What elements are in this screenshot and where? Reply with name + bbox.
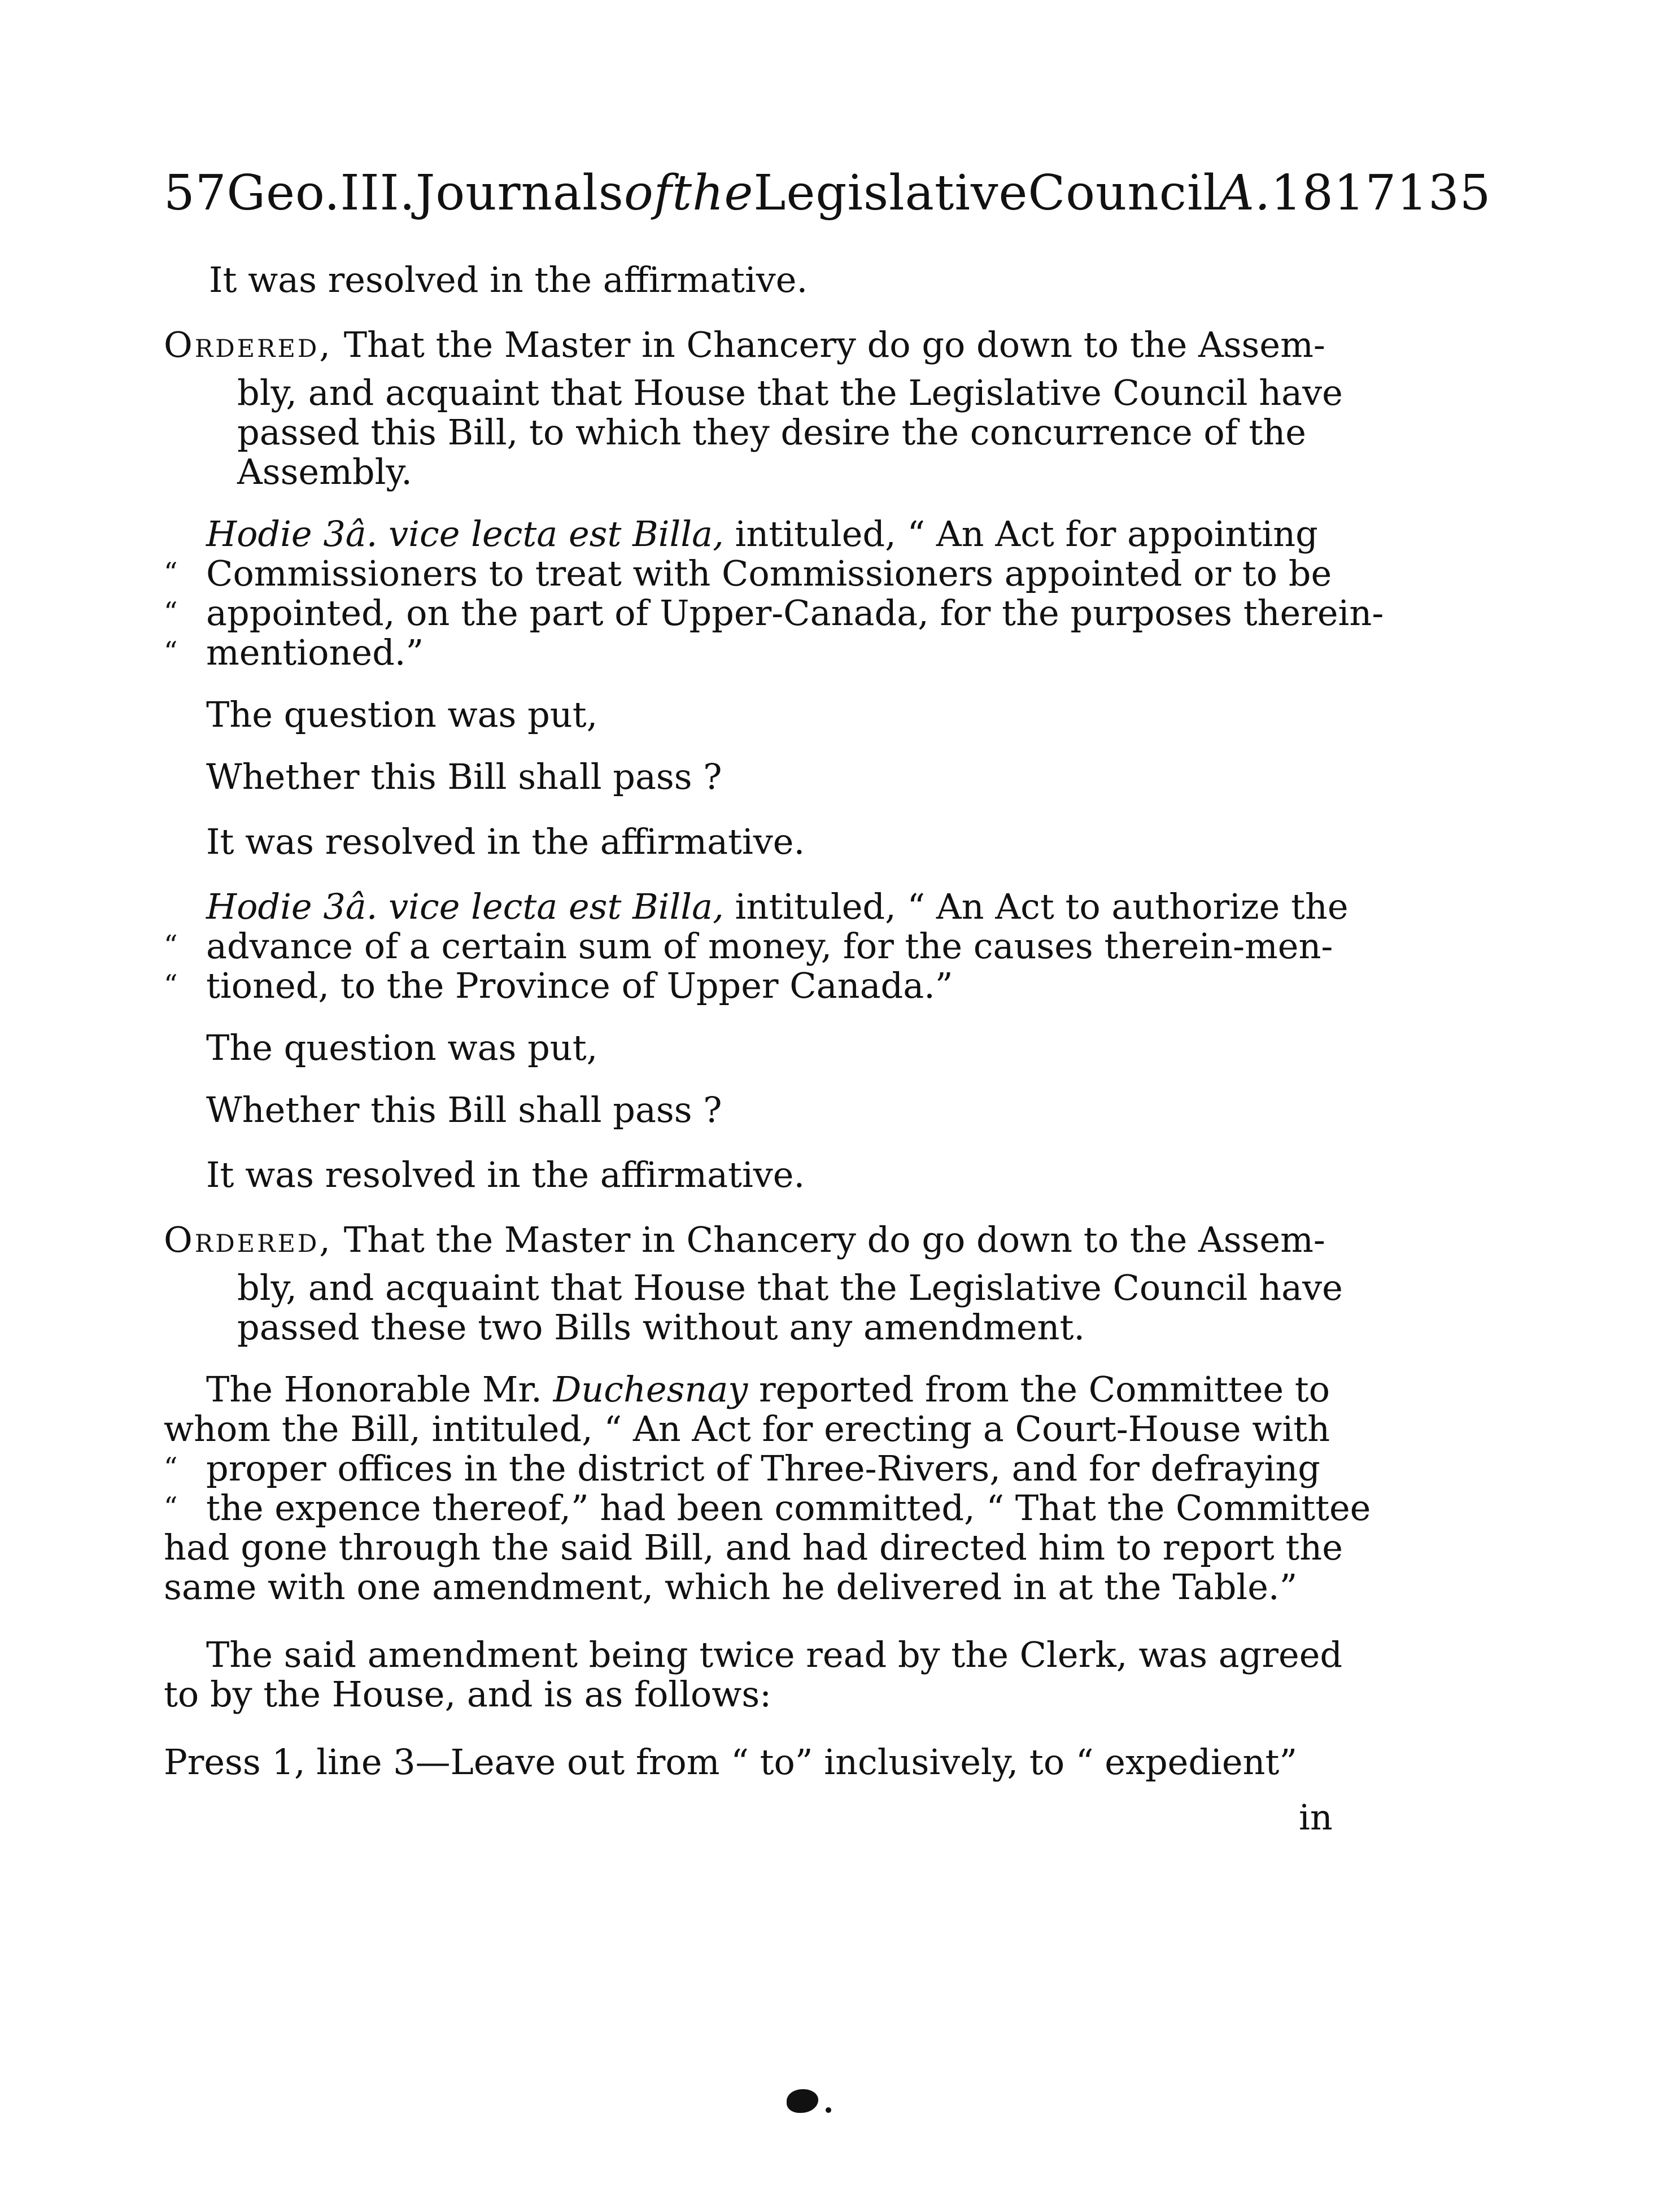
report-line-3: proper offices in the district of Three-Rivers, and for defraying — [206, 1448, 1320, 1489]
report-quote-4: “ — [164, 1491, 178, 1523]
ordered-2-line-3: passed these two Bills without any amendment. — [237, 1307, 1085, 1348]
hodie-1-line-2: Commissioners to treat with Commissioners appointed or to be — [206, 553, 1332, 594]
hodie-1-line-1 — [206, 513, 1318, 554]
report-line-4: the expence thereof,” had been committed, “ That the Committee — [206, 1487, 1371, 1528]
amendment-line-1: The said amendment being twice read by the Clerk, was agreed — [206, 1634, 1343, 1675]
ordered-1-lead: Ordered, — [164, 324, 333, 365]
hodie-1-quote-4: “ — [164, 636, 178, 667]
hodie-2-text-1: intituled, “ An Act to authorize the — [735, 886, 1349, 927]
ordered-1-line-2: bly, and acquaint that House that the Legislative Council have — [237, 372, 1343, 413]
question-2: The question was put, — [206, 1027, 598, 1068]
hodie-1-line-3: appointed, on the part of Upper-Canada, for the purposes therein- — [206, 592, 1384, 634]
ordered-1-line-3: passed this Bill, to which they desire the concurrence of the — [237, 412, 1306, 453]
hodie-2-latin: Hodie 3â. vice lecta est Billa, — [206, 886, 724, 927]
question-1: The question was put, — [206, 694, 598, 735]
hodie-2-quote-2: “ — [164, 929, 178, 961]
whether-1: Whether this Bill shall pass ? — [206, 756, 722, 797]
hodie-2-quote-3: “ — [164, 969, 178, 1001]
header-a: A. — [1219, 165, 1271, 221]
catchword: in — [1299, 1797, 1333, 1838]
hodie-1-text-1: intituled, “ An Act for appointing — [735, 513, 1318, 554]
ordered-2-lead: Ordered, — [164, 1219, 333, 1260]
whether-2: Whether this Bill shall pass ? — [206, 1089, 722, 1130]
header-year-page: 1817135 — [1271, 165, 1491, 221]
report-member-name: Duchesnay — [553, 1369, 748, 1410]
report-text-1b: reported from the Committee to — [759, 1369, 1330, 1410]
hodie-1-quote-2: “ — [164, 557, 178, 588]
resolution-3: It was resolved in the affirmative. — [206, 1154, 805, 1195]
report-text-1a: The Honorable Mr. — [206, 1369, 542, 1410]
amendment-line-2: to by the House, and is as follows: — [164, 1674, 772, 1715]
ordered-1-text-1: That the Master in Chancery do go down to the Assem- — [343, 324, 1325, 365]
report-line-1 — [206, 1369, 1330, 1410]
printer-mark-dot — [826, 2107, 831, 2113]
hodie-1-quote-3: “ — [164, 596, 178, 628]
hodie-2-line-1 — [206, 886, 1349, 927]
hodie-1-latin: Hodie 3â. vice lecta est Billa, — [206, 513, 724, 554]
report-line-2: whom the Bill, intituled, “ An Act for erecting a Court-House with — [164, 1408, 1330, 1449]
ordered-1-line-4: Assembly. — [237, 451, 412, 492]
ordered-1-line-1 — [164, 324, 1325, 365]
resolution-2: It was resolved in the affirmative. — [206, 821, 805, 862]
ordered-2-line-2: bly, and acquaint that House that the Legislative Council have — [237, 1267, 1343, 1308]
hodie-2-line-2: advance of a certain sum of money, for the causes therein-men- — [206, 925, 1333, 967]
resolution-1: It was resolved in the affirmative. — [209, 259, 808, 300]
amendment-press-line: Press 1, line 3—Leave out from “ to” inclusively, to “ expedient” — [164, 1741, 1298, 1783]
report-line-5: had gone through the said Bill, and had directed him to report the — [164, 1527, 1343, 1568]
running-header — [164, 165, 1491, 221]
ordered-2-line-1 — [164, 1219, 1325, 1260]
printer-mark — [787, 2089, 818, 2113]
hodie-1-line-4: mentioned.” — [206, 632, 424, 673]
report-quote-3: “ — [164, 1452, 178, 1483]
header-legislative-council: LegislativeCouncil — [753, 165, 1219, 221]
ordered-2-text-1: That the Master in Chancery do go down to the Assem- — [343, 1219, 1325, 1260]
hodie-2-line-3: tioned, to the Province of Upper Canada.” — [206, 965, 953, 1006]
report-line-6: same with one amendment, which he delivered in at the Table.” — [164, 1566, 1298, 1608]
header-of-the: ofthe — [623, 165, 754, 221]
header-regnal-year: 57Geo.III. — [164, 165, 416, 221]
header-journals: Journals — [415, 165, 624, 221]
